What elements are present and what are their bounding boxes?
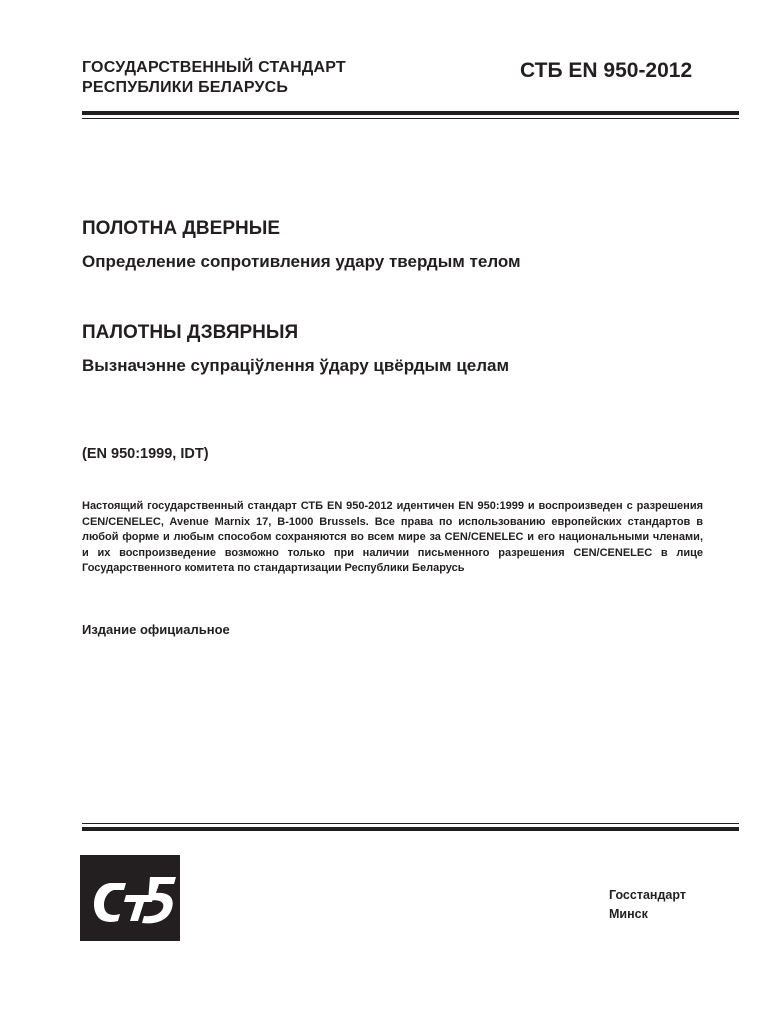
title-ru: ПОЛОТНА ДВЕРНЫЕ [82, 218, 280, 239]
publisher [609, 886, 686, 924]
standard-code: СТБ EN 950-2012 [520, 59, 693, 82]
footer-rule-thin [82, 823, 739, 824]
header-rule-thin [82, 118, 739, 119]
publisher-city: Минск [609, 907, 648, 921]
footer-rule-thick [82, 827, 739, 831]
edition-label: Издание официальное [82, 622, 230, 637]
publisher-name: Госстандарт [609, 888, 686, 902]
title-be: ПАЛОТНЫ ДЗВЯРНЫЯ [82, 322, 299, 343]
copyright-notice: Настоящий государственный стандарт СТБ EN 950-2012 идентичен EN 950:1999 и воспроизведен с разрешения CEN/CENELEC, Avenue Marnix 17, B-1000 Brussels. Все права по использованию европейских стандартов в любой форме и любым способом сохраняются во всем мире за CEN/CENELEC и его национальными членами, и их воспроизведение возможно только при наличии письменного разрешения CEN/CENELEC в лице Государственного комитета по стандартизации Республики Беларусь [82, 500, 703, 574]
equivalence-note: (EN 950:1999, IDT) [82, 446, 209, 462]
issuing-body-line2: РЕСПУБЛИКИ БЕЛАРУСЬ [82, 79, 289, 96]
issuing-body-line1: ГОСУДАРСТВЕННЫЙ СТАНДАРТ [82, 59, 346, 76]
subtitle-be: Вызначэнне супраціўлення ўдару цвёрдым целам [82, 356, 510, 375]
header-rule-thick [82, 111, 739, 115]
stb-logo-icon [80, 855, 180, 941]
issuing-body [82, 58, 346, 98]
subtitle-ru: Определение сопротивления удару твердым телом [82, 252, 521, 271]
